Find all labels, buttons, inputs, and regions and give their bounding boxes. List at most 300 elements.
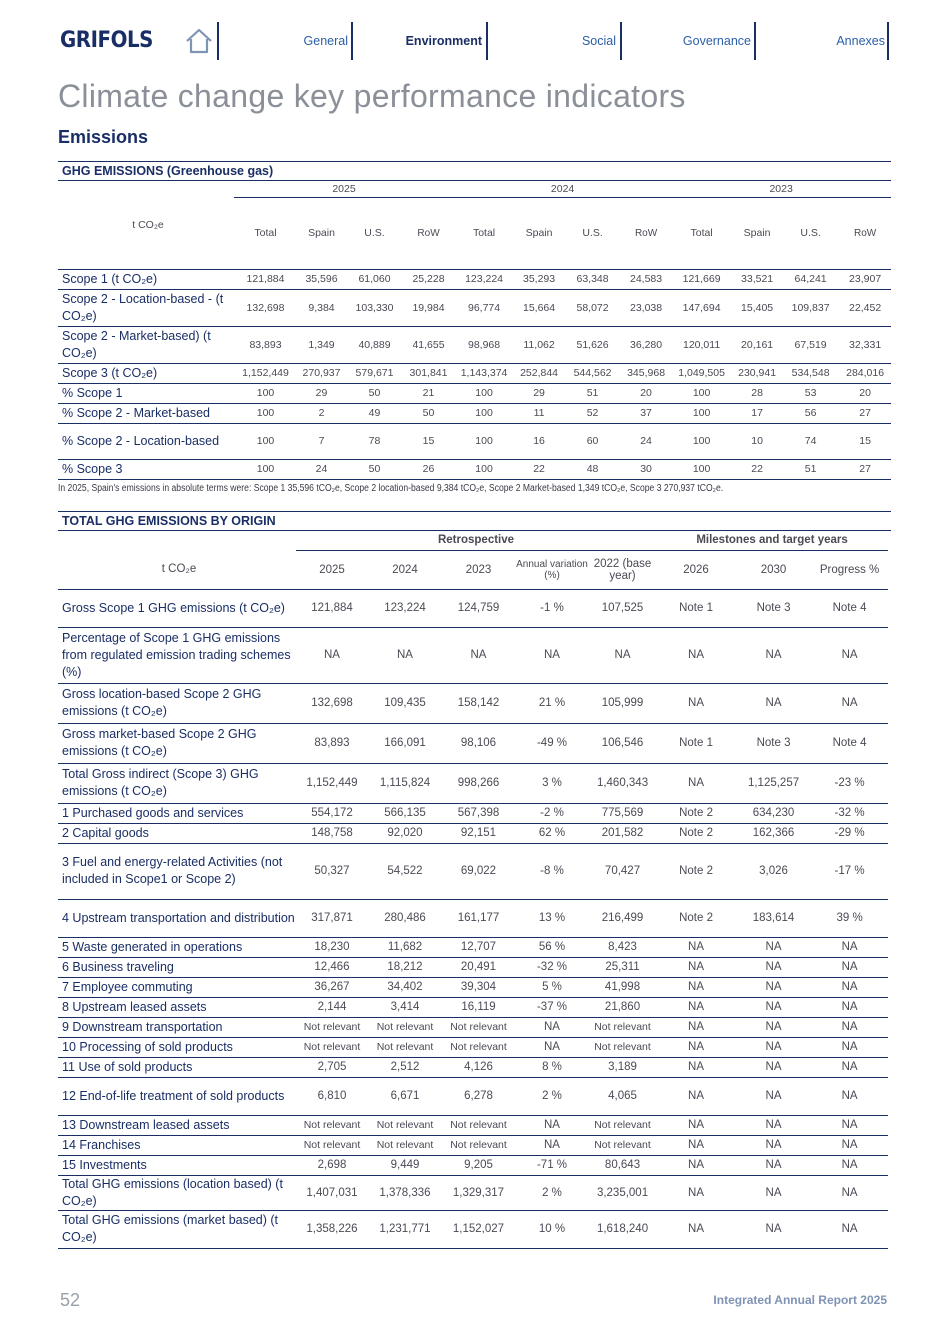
table-cell: 80,643 bbox=[589, 1155, 656, 1175]
table-row bbox=[58, 803, 888, 823]
table-cell: 109,837 bbox=[782, 289, 839, 326]
table-cell: 20,491 bbox=[442, 957, 515, 977]
table-cell: 2,144 bbox=[296, 997, 368, 1017]
table-cell: 4,126 bbox=[442, 1057, 515, 1077]
report-name: Integrated Annual Report 2025 bbox=[713, 1293, 887, 1307]
column-header: Total bbox=[234, 197, 297, 269]
table-row bbox=[58, 269, 891, 289]
table-cell: 24 bbox=[297, 459, 346, 479]
section-subtitle: Emissions bbox=[58, 127, 149, 147]
table-row bbox=[58, 957, 888, 977]
table-cell: 58,072 bbox=[564, 289, 621, 326]
table-cell: NA bbox=[515, 1017, 589, 1037]
table-cell: NA bbox=[656, 1115, 736, 1135]
table-cell: 100 bbox=[671, 459, 732, 479]
milestones-group-header: Milestones and target years bbox=[656, 531, 888, 550]
table-cell: Not relevant bbox=[589, 1115, 656, 1135]
table-cell: 280,486 bbox=[368, 899, 442, 937]
table-cell: 51 bbox=[782, 459, 839, 479]
table-cell: 35,596 bbox=[297, 269, 346, 289]
ghg-emissions-table bbox=[58, 181, 891, 480]
table-cell: NA bbox=[515, 627, 589, 683]
table-cell: 50 bbox=[346, 383, 403, 403]
table-cell: NA bbox=[736, 957, 811, 977]
table-cell: Not relevant bbox=[442, 1135, 515, 1155]
table-cell: 534,548 bbox=[782, 363, 839, 383]
table-cell: 74 bbox=[782, 423, 839, 459]
column-header: Spain bbox=[732, 197, 782, 269]
table-row bbox=[58, 459, 891, 479]
tab-environment[interactable]: Environment bbox=[405, 34, 482, 48]
table-cell: Note 2 bbox=[656, 899, 736, 937]
table-cell: 20 bbox=[839, 383, 891, 403]
table-cell: 6,671 bbox=[368, 1077, 442, 1115]
table-cell: 123,224 bbox=[368, 589, 442, 627]
year-header: 2024 bbox=[454, 181, 671, 197]
table-cell: 15,405 bbox=[732, 289, 782, 326]
table-cell: 100 bbox=[234, 423, 297, 459]
table-cell: NA bbox=[736, 1037, 811, 1057]
table-cell: 317,871 bbox=[296, 899, 368, 937]
tab-general[interactable]: General bbox=[303, 34, 348, 48]
table-cell: 37 bbox=[621, 403, 671, 423]
table-cell: 120,011 bbox=[671, 326, 732, 363]
table-cell: 3,026 bbox=[736, 843, 811, 899]
table-cell: 7 bbox=[297, 423, 346, 459]
table-cell: 21 bbox=[403, 383, 454, 403]
table-cell: 50 bbox=[403, 403, 454, 423]
table-cell: 15,664 bbox=[514, 289, 564, 326]
table-cell: 15 bbox=[403, 423, 454, 459]
table-cell: 21,860 bbox=[589, 997, 656, 1017]
table-row bbox=[58, 1057, 888, 1077]
table-cell: 83,893 bbox=[234, 326, 297, 363]
table-cell: 100 bbox=[671, 423, 732, 459]
table-cell: NA bbox=[656, 1210, 736, 1248]
column-header: Total bbox=[454, 197, 514, 269]
column-header: Total bbox=[671, 197, 732, 269]
table-cell: NA bbox=[811, 1155, 888, 1175]
table-cell: 92,020 bbox=[368, 823, 442, 843]
table-cell: NA bbox=[811, 1135, 888, 1155]
table-cell: Not relevant bbox=[368, 1037, 442, 1057]
table-cell: NA bbox=[656, 1057, 736, 1077]
table-row bbox=[58, 683, 888, 723]
table-cell: 1,349 bbox=[297, 326, 346, 363]
row-label: 5 Waste generated in operations bbox=[58, 937, 296, 957]
table-row bbox=[58, 289, 891, 326]
table-cell: -8 % bbox=[515, 843, 589, 899]
table-cell: 544,562 bbox=[564, 363, 621, 383]
tab-governance[interactable]: Governance bbox=[682, 34, 751, 48]
table-cell: 230,941 bbox=[732, 363, 782, 383]
column-header: U.S. bbox=[346, 197, 403, 269]
table-cell: NA bbox=[736, 1175, 811, 1210]
table-cell: 18,212 bbox=[368, 957, 442, 977]
table-cell: -71 % bbox=[515, 1155, 589, 1175]
table-cell: NA bbox=[811, 1210, 888, 1248]
table-cell: NA bbox=[656, 763, 736, 803]
table-cell: 1,049,505 bbox=[671, 363, 732, 383]
table-cell: 35,293 bbox=[514, 269, 564, 289]
table-cell: NA bbox=[736, 627, 811, 683]
table-cell: -29 % bbox=[811, 823, 888, 843]
row-label: Scope 1 (t CO₂e) bbox=[58, 269, 234, 289]
table-cell: 1,143,374 bbox=[454, 363, 514, 383]
table-cell: NA bbox=[656, 1175, 736, 1210]
table-cell: -32 % bbox=[515, 957, 589, 977]
table-cell: Not relevant bbox=[589, 1037, 656, 1057]
column-header: Progress % bbox=[811, 550, 888, 589]
table-cell: 1,152,027 bbox=[442, 1210, 515, 1248]
table-row bbox=[58, 326, 891, 363]
table-cell: 162,366 bbox=[736, 823, 811, 843]
table-row bbox=[58, 383, 891, 403]
table-cell: 1,460,343 bbox=[589, 763, 656, 803]
table-cell: 18,230 bbox=[296, 937, 368, 957]
table-cell: Not relevant bbox=[296, 1037, 368, 1057]
table-cell: 567,398 bbox=[442, 803, 515, 823]
table-cell: 121,669 bbox=[671, 269, 732, 289]
table-cell: 124,759 bbox=[442, 589, 515, 627]
row-label: Gross Scope 1 GHG emissions (t CO₂e) bbox=[58, 589, 296, 627]
table-cell: NA bbox=[656, 1077, 736, 1115]
table-cell: Not relevant bbox=[368, 1017, 442, 1037]
table-row bbox=[58, 423, 891, 459]
table-cell: 123,224 bbox=[454, 269, 514, 289]
table-cell: 2,512 bbox=[368, 1057, 442, 1077]
table-cell: 15 bbox=[839, 423, 891, 459]
table-cell: NA bbox=[442, 627, 515, 683]
table-cell: 39 % bbox=[811, 899, 888, 937]
table-row bbox=[58, 899, 888, 937]
table-cell: NA bbox=[656, 1135, 736, 1155]
column-header: 2025 bbox=[296, 550, 368, 589]
row-label: Scope 3 (t CO₂e) bbox=[58, 363, 234, 383]
table-cell: 48 bbox=[564, 459, 621, 479]
column-header: Annual variation (%) bbox=[515, 550, 589, 589]
table-cell: 103,330 bbox=[346, 289, 403, 326]
table-cell: 36,267 bbox=[296, 977, 368, 997]
table-cell: 52 bbox=[564, 403, 621, 423]
table-cell: 25,311 bbox=[589, 957, 656, 977]
table-cell: Note 3 bbox=[736, 723, 811, 763]
row-label: Gross location-based Scope 2 GHG emissions (t CO₂e) bbox=[58, 683, 296, 723]
table-cell: Note 1 bbox=[656, 723, 736, 763]
table-cell: 121,884 bbox=[234, 269, 297, 289]
table-cell: Not relevant bbox=[442, 1017, 515, 1037]
table-cell: 22,452 bbox=[839, 289, 891, 326]
table-row bbox=[58, 627, 888, 683]
nav-divider bbox=[620, 22, 622, 60]
table-cell: 17 bbox=[732, 403, 782, 423]
table-cell: NA bbox=[736, 1135, 811, 1155]
table-cell: 30 bbox=[621, 459, 671, 479]
row-label: 9 Downstream transportation bbox=[58, 1017, 296, 1037]
table-cell: NA bbox=[656, 977, 736, 997]
ghg-table-heading: GHG EMISSIONS (Greenhouse gas) bbox=[58, 161, 891, 181]
top-navigation bbox=[0, 0, 950, 64]
table-cell: 121,884 bbox=[296, 589, 368, 627]
table-cell: 166,091 bbox=[368, 723, 442, 763]
table-cell: 92,151 bbox=[442, 823, 515, 843]
table-row bbox=[58, 589, 888, 627]
table-cell: NA bbox=[811, 1057, 888, 1077]
table-cell: 1,152,449 bbox=[234, 363, 297, 383]
table-cell: 201,582 bbox=[589, 823, 656, 843]
row-label: 4 Upstream transportation and distribution bbox=[58, 899, 296, 937]
table-cell: 301,841 bbox=[403, 363, 454, 383]
home-icon[interactable] bbox=[184, 27, 214, 55]
table-cell: 1,125,257 bbox=[736, 763, 811, 803]
table-row bbox=[58, 363, 891, 383]
table-cell: Not relevant bbox=[368, 1135, 442, 1155]
table-cell: 100 bbox=[454, 383, 514, 403]
table-cell: 51,626 bbox=[564, 326, 621, 363]
table-cell: -1 % bbox=[515, 589, 589, 627]
table-cell: 252,844 bbox=[514, 363, 564, 383]
table-cell: 67,519 bbox=[782, 326, 839, 363]
empty-cell bbox=[58, 531, 296, 550]
table-cell: 5 % bbox=[515, 977, 589, 997]
table-cell: 13 % bbox=[515, 899, 589, 937]
table-cell: 1,618,240 bbox=[589, 1210, 656, 1248]
row-label: 13 Downstream leased assets bbox=[58, 1115, 296, 1135]
table-cell: 566,135 bbox=[368, 803, 442, 823]
table-cell: NA bbox=[656, 683, 736, 723]
row-label: Percentage of Scope 1 GHG emissions from regulated emission trading schemes (%) bbox=[58, 627, 296, 683]
year-header: 2025 bbox=[234, 181, 454, 197]
table-cell: 1,329,317 bbox=[442, 1175, 515, 1210]
table-cell: 1,358,226 bbox=[296, 1210, 368, 1248]
table-cell: 16 bbox=[514, 423, 564, 459]
table-cell: 3,235,001 bbox=[589, 1175, 656, 1210]
table-cell: 9,205 bbox=[442, 1155, 515, 1175]
table-cell: NA bbox=[811, 957, 888, 977]
table-cell: 579,671 bbox=[346, 363, 403, 383]
table-cell: 29 bbox=[514, 383, 564, 403]
row-label: % Scope 3 bbox=[58, 459, 234, 479]
table-cell: Note 3 bbox=[736, 589, 811, 627]
table-cell: -2 % bbox=[515, 803, 589, 823]
table-cell: 634,230 bbox=[736, 803, 811, 823]
table-cell: 39,304 bbox=[442, 977, 515, 997]
row-label: 12 End-of-life treatment of sold products bbox=[58, 1077, 296, 1115]
row-label: 6 Business traveling bbox=[58, 957, 296, 977]
table-row bbox=[58, 1155, 888, 1175]
table-cell: 9,449 bbox=[368, 1155, 442, 1175]
table-cell: 60 bbox=[564, 423, 621, 459]
table-cell: 61,060 bbox=[346, 269, 403, 289]
table-cell: 28 bbox=[732, 383, 782, 403]
row-label: 10 Processing of sold products bbox=[58, 1037, 296, 1057]
tab-social[interactable]: Social bbox=[581, 34, 616, 48]
table-cell: 56 bbox=[782, 403, 839, 423]
table-cell: NA bbox=[656, 627, 736, 683]
table-cell: 27 bbox=[839, 459, 891, 479]
table-cell: 26 bbox=[403, 459, 454, 479]
table-cell: 183,614 bbox=[736, 899, 811, 937]
table-cell: NA bbox=[736, 997, 811, 1017]
table-row bbox=[58, 1017, 888, 1037]
table-cell: 63,348 bbox=[564, 269, 621, 289]
row-label: 2 Capital goods bbox=[58, 823, 296, 843]
table-cell: 36,280 bbox=[621, 326, 671, 363]
page-title: Climate change key performance indicators bbox=[58, 78, 686, 114]
table-cell: 100 bbox=[454, 403, 514, 423]
table-cell: Not relevant bbox=[296, 1017, 368, 1037]
table-cell: NA bbox=[656, 937, 736, 957]
table-cell: NA bbox=[515, 1115, 589, 1135]
table-cell: NA bbox=[811, 683, 888, 723]
table-cell: 345,968 bbox=[621, 363, 671, 383]
table-cell: NA bbox=[811, 937, 888, 957]
table-cell: NA bbox=[656, 957, 736, 977]
column-header: RoW bbox=[403, 197, 454, 269]
tab-annexes[interactable]: Annexes bbox=[836, 34, 885, 48]
table-cell: 12,466 bbox=[296, 957, 368, 977]
table-cell: NA bbox=[736, 937, 811, 957]
table-cell: NA bbox=[589, 627, 656, 683]
table-cell: Not relevant bbox=[296, 1135, 368, 1155]
table-cell: NA bbox=[736, 1155, 811, 1175]
table-cell: 11 bbox=[514, 403, 564, 423]
table-cell: 53 bbox=[782, 383, 839, 403]
row-label: 11 Use of sold products bbox=[58, 1057, 296, 1077]
page-number: 52 bbox=[60, 1290, 81, 1310]
table-cell: 27 bbox=[839, 403, 891, 423]
table-cell: 109,435 bbox=[368, 683, 442, 723]
table-cell: 100 bbox=[234, 403, 297, 423]
table-cell: 29 bbox=[297, 383, 346, 403]
table-cell: 23,907 bbox=[839, 269, 891, 289]
table-cell: 70,427 bbox=[589, 843, 656, 899]
table-cell: NA bbox=[811, 1077, 888, 1115]
table-cell: 16,119 bbox=[442, 997, 515, 1017]
row-label: Scope 2 - Market-based) (t CO₂e) bbox=[58, 326, 234, 363]
column-header: 2030 bbox=[736, 550, 811, 589]
table-cell: -32 % bbox=[811, 803, 888, 823]
table-cell: 100 bbox=[454, 459, 514, 479]
table-cell: 78 bbox=[346, 423, 403, 459]
table-cell: 8,423 bbox=[589, 937, 656, 957]
table-cell: 1,407,031 bbox=[296, 1175, 368, 1210]
table-cell: 158,142 bbox=[442, 683, 515, 723]
table-cell: 54,522 bbox=[368, 843, 442, 899]
table-row bbox=[58, 997, 888, 1017]
origin-unit-label: t CO₂e bbox=[58, 550, 296, 589]
table-row bbox=[58, 1077, 888, 1115]
table-cell: 100 bbox=[234, 459, 297, 479]
table-cell: 98,106 bbox=[442, 723, 515, 763]
table-cell: NA bbox=[811, 1017, 888, 1037]
table-cell: 107,525 bbox=[589, 589, 656, 627]
column-header: 2024 bbox=[368, 550, 442, 589]
table-cell: Note 4 bbox=[811, 723, 888, 763]
table-row bbox=[58, 843, 888, 899]
table-cell: NA bbox=[736, 1210, 811, 1248]
table-cell: NA bbox=[736, 1077, 811, 1115]
table-cell: 11,062 bbox=[514, 326, 564, 363]
table-cell: NA bbox=[736, 1057, 811, 1077]
table-cell: 41,998 bbox=[589, 977, 656, 997]
table-cell: 33,521 bbox=[732, 269, 782, 289]
table-cell: 6,810 bbox=[296, 1077, 368, 1115]
table-row bbox=[58, 977, 888, 997]
row-label: Total GHG emissions (location based) (t CO₂e) bbox=[58, 1175, 296, 1210]
table-cell: NA bbox=[811, 1115, 888, 1135]
table-cell: NA bbox=[811, 1037, 888, 1057]
table-cell: 775,569 bbox=[589, 803, 656, 823]
table-cell: Not relevant bbox=[442, 1115, 515, 1135]
table-cell: -17 % bbox=[811, 843, 888, 899]
column-header: U.S. bbox=[782, 197, 839, 269]
table-row bbox=[58, 1210, 888, 1248]
column-header: Spain bbox=[297, 197, 346, 269]
table-cell: 50 bbox=[346, 459, 403, 479]
table-cell: NA bbox=[515, 1135, 589, 1155]
ghg-unit-label: t CO₂e bbox=[58, 181, 234, 269]
table-cell: 51 bbox=[564, 383, 621, 403]
table-cell: 96,774 bbox=[454, 289, 514, 326]
table-cell: 132,698 bbox=[234, 289, 297, 326]
table-cell: NA bbox=[811, 997, 888, 1017]
table-cell: 11,682 bbox=[368, 937, 442, 957]
table-cell: 216,499 bbox=[589, 899, 656, 937]
origin-table-heading: TOTAL GHG EMISSIONS BY ORIGIN bbox=[58, 511, 891, 531]
table-cell: Note 2 bbox=[656, 843, 736, 899]
table-cell: 21 % bbox=[515, 683, 589, 723]
table-cell: 3,189 bbox=[589, 1057, 656, 1077]
table-cell: 3 % bbox=[515, 763, 589, 803]
table-cell: 41,655 bbox=[403, 326, 454, 363]
table-row bbox=[58, 823, 888, 843]
nav-divider bbox=[887, 22, 889, 60]
table-cell: 6,278 bbox=[442, 1077, 515, 1115]
grifols-logo[interactable]: GRIFOLS bbox=[60, 28, 153, 53]
column-header: 2023 bbox=[442, 550, 515, 589]
table-cell: NA bbox=[656, 1155, 736, 1175]
table-cell: 20 bbox=[621, 383, 671, 403]
table-cell: Note 1 bbox=[656, 589, 736, 627]
table-cell: 24 bbox=[621, 423, 671, 459]
table-cell: 2 % bbox=[515, 1077, 589, 1115]
table-cell: Not relevant bbox=[368, 1115, 442, 1135]
year-header: 2023 bbox=[671, 181, 891, 197]
table-cell: 100 bbox=[454, 423, 514, 459]
table-cell: 100 bbox=[234, 383, 297, 403]
table-cell: 34,402 bbox=[368, 977, 442, 997]
table-cell: NA bbox=[811, 1175, 888, 1210]
table-cell: 9,384 bbox=[297, 289, 346, 326]
table-cell: Not relevant bbox=[442, 1037, 515, 1057]
table-cell: 1,115,824 bbox=[368, 763, 442, 803]
table-cell: 100 bbox=[671, 403, 732, 423]
row-label: % Scope 2 - Location-based bbox=[58, 423, 234, 459]
table-cell: NA bbox=[368, 627, 442, 683]
row-label: Total GHG emissions (market based) (t CO₂e) bbox=[58, 1210, 296, 1248]
table-cell: 25,228 bbox=[403, 269, 454, 289]
table-cell: 147,694 bbox=[671, 289, 732, 326]
table-cell: -23 % bbox=[811, 763, 888, 803]
retrospective-group-header: Retrospective bbox=[296, 531, 656, 550]
table-cell: 161,177 bbox=[442, 899, 515, 937]
table-cell: 22 bbox=[732, 459, 782, 479]
table-cell: 10 % bbox=[515, 1210, 589, 1248]
table-cell: NA bbox=[736, 1017, 811, 1037]
table-cell: NA bbox=[811, 977, 888, 997]
table-cell: Not relevant bbox=[589, 1135, 656, 1155]
